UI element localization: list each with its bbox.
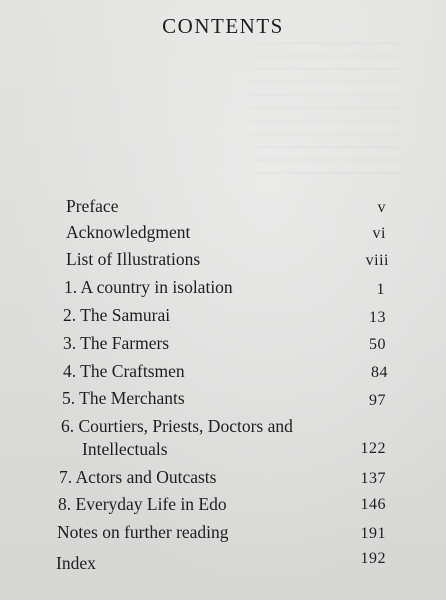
toc-entry-label: 4. The Craftsmen — [63, 361, 185, 381]
toc-entry-label: 7. Actors and Outcasts — [59, 467, 217, 487]
toc-entry-label: 8. Everyday Life in Edo — [58, 494, 227, 514]
toc-page-number: 50 — [369, 336, 386, 353]
toc-page-number: 1 — [376, 281, 385, 298]
page-title — [0, 14, 446, 39]
toc-page-number: v — [377, 199, 386, 216]
toc-page-number: 97 — [369, 392, 386, 409]
toc-page-number: 137 — [360, 470, 386, 487]
toc-page-number: 122 — [360, 440, 386, 457]
toc-page-number: 146 — [360, 496, 386, 513]
toc-entry-label-line-1: 6. Courtiers, Priests, Doctors and — [61, 416, 293, 436]
toc-page-number: vi — [372, 225, 386, 242]
toc-entry-label: 2. The Samurai — [63, 305, 171, 325]
toc-entry-label-line-2: Intellectuals — [82, 439, 168, 459]
toc-entry-label: 5. The Merchants — [62, 388, 185, 408]
toc-page-number: 191 — [360, 525, 386, 542]
toc-page-number: viii — [365, 252, 389, 269]
toc-entry-label: Preface — [66, 196, 119, 216]
toc-page-number: 13 — [369, 309, 386, 326]
toc-entry-label: Notes on further reading — [57, 522, 229, 542]
toc-entry-label: Index — [56, 553, 96, 573]
show-through-text — [250, 42, 400, 182]
toc-page-number: 84 — [371, 364, 388, 381]
contents-heading: CONTENTS — [162, 14, 284, 38]
toc-entry-label: 3. The Farmers — [63, 333, 170, 353]
toc-entry-label: Acknowledgment — [66, 222, 191, 242]
toc-entry-label: List of Illustrations — [66, 249, 201, 269]
toc-entry-label: 1. A country in isolation — [64, 277, 233, 297]
toc-page-number: 192 — [360, 550, 386, 567]
